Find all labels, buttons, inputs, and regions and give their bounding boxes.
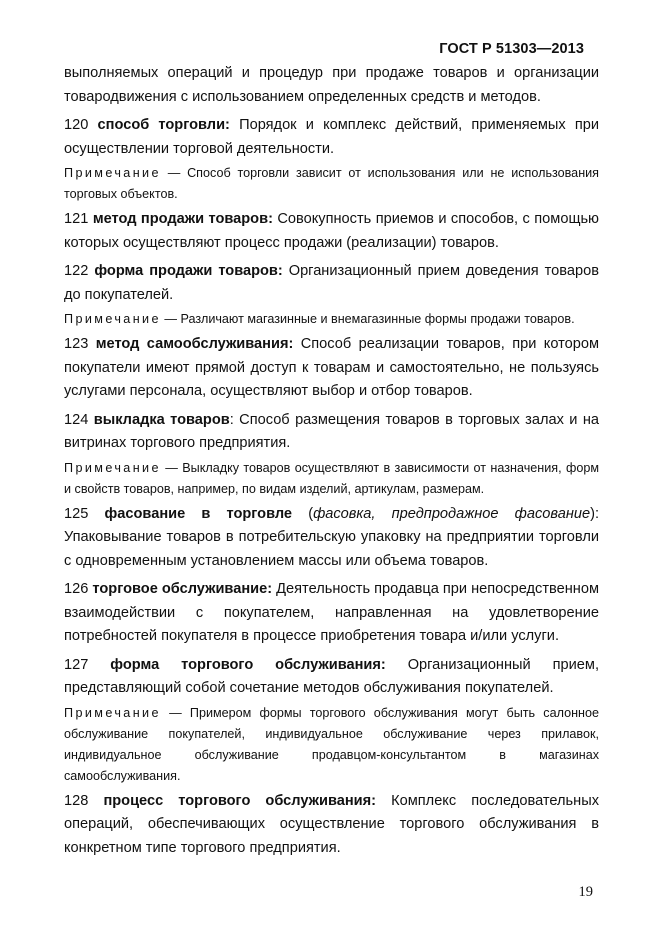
term-definition: Организационный прием доведения товаров до покупателей. [64,263,599,303]
term-entry-125 [64,503,599,574]
note-120 [64,163,599,205]
note-124 [64,458,599,500]
term-synonyms: фасовка, предпродажное фасование [313,505,591,522]
term-definition: Способ реализации товаров, при котором покупатели имеют прямой доступ к товарам и самостоятельно, не пользуясь услугами персонала, осуществляют выбор и отбор товаров. [64,336,600,399]
term-number: 123 [64,336,89,352]
term-definition: Порядок и комплекс действий, применяемых при осуществлении торговой деятельности. [64,117,599,157]
paragraph-text: выполняемых операций и процедур при продаже товаров и организации товародвижения с использованием определенных средств и методов. [64,65,599,105]
term-number: 125 [64,505,89,522]
term-entry-123 [64,333,599,404]
note-label: Примечание [64,705,161,720]
term-number: 126 [64,581,89,597]
term-entry-126 [64,578,599,649]
note-text: — Примером формы торгового обслуживания могут быть салонное обслуживание покупателей, индивидуальное обслуживание через прилавок, индивидуальное обслуживание продавцом-консультантом в магазинах самообслуживания. [64,705,599,783]
term-definition: Комплекс последовательных операций, обеспечивающих осуществление торгового обслуживания в конкретном типе торгового предприятия. [64,792,599,856]
term-entry-121 [64,208,599,255]
term-number: 121 [64,211,89,227]
note-label: Примечание [64,312,161,326]
term-name: торговое обслуживание: [92,581,273,597]
term-name: форма продажи товаров: [94,263,283,279]
standard-header: ГОСТ Р 51303—2013 [439,41,584,57]
note-text: — Различают магазинные и внемагазинные формы продажи товаров. [164,312,575,326]
term-definition: Организационный прием, представляющий собой сочетание методов обслуживания покупателей. [64,656,599,696]
term-name: метод продажи товаров: [92,211,273,227]
term-definition: Деятельность продавца при непосредственном взаимодействии с покупателем, направленная на удовлетворение потребностей покупателя в процессе приобретения товара и/или услуги. [64,581,599,644]
term-number: 124 [64,411,89,428]
document-body [64,62,599,860]
note-text: — Способ торговли зависит от использования или не использования торговых объектов. [64,166,599,201]
term-entry-127 [64,654,599,701]
term-name: форма торгового обслуживания: [110,656,386,673]
term-definition: : Способ размещения товаров в торговых залах и на витринах торгового предприятия. [64,411,599,451]
term-entry-124 [64,409,599,456]
continued-paragraph [64,62,599,109]
term-entry-128 [64,790,599,861]
term-entry-120 [64,114,599,161]
term-definition: Совокупность приемов и способов, с помощью которых осуществляют процесс продажи (реализации) товаров. [64,211,600,251]
term-number: 128 [64,792,89,809]
note-text: — Выкладку товаров осуществляют в зависимости от назначения, форм и свойств товаров, например, по видам изделий, артикулам, размерам. [64,460,599,496]
paren-close: ): [590,505,600,522]
term-number: 120 [64,117,89,133]
note-122 [64,309,599,330]
term-name: метод самообслуживания: [95,336,294,352]
note-label: Примечание [64,460,161,475]
term-name: выкладка товаров [93,411,230,428]
term-entry-122 [64,260,599,307]
term-name: фасование в торговле [104,505,293,522]
paren-open: ( [308,505,314,522]
term-name: способ торговли: [97,117,230,133]
term-number: 122 [64,263,89,279]
term-number: 127 [64,656,89,673]
note-127 [64,703,599,787]
page-number: 19 [578,884,593,900]
term-definition: Упаковывание товаров в потребительскую упаковку на предприятии торговли с одновременным установлением массы или объема товаров. [64,529,599,569]
term-name: процесс торгового обслуживания: [103,792,377,809]
note-label: Примечание [64,166,161,180]
